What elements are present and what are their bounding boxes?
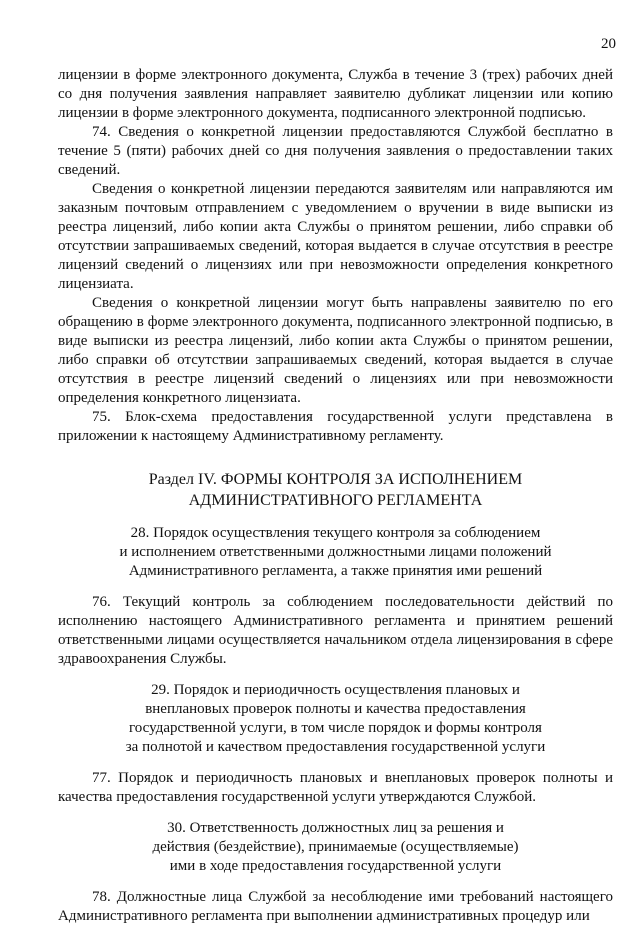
document-body <box>58 66 613 926</box>
paragraph: 75. Блок-схема предоставления государственной услуги представлена в приложении к настоящему Административному регламенту. <box>58 409 613 444</box>
heading-line: действия (бездействие), принимаемые (осуществляемые) <box>152 839 519 855</box>
heading-line: за полнотой и качеством предоставления государственной услуги <box>125 739 546 755</box>
heading-line: государственной услуги, в том числе порядок и формы контроля <box>129 720 542 736</box>
heading-line: Раздел IV. ФОРМЫ КОНТРОЛЯ ЗА ИСПОЛНЕНИЕМ <box>148 471 523 488</box>
paragraph: Сведения о конкретной лицензии могут быть направлены заявителю по его обращению в форме электронного документа, подписанного электронной подписью, в виде выписки из реестра лицензий, либо копии акта Службы о принятом решении, либо справки об отсутствии запрашиваемых сведений, которая выдается в случае отсутствия в реестре лицензий сведений о лицензиях или при невозможности определения конкретного лицензиата. <box>58 295 613 406</box>
paragraph: 77. Порядок и периодичность плановых и внеплановых проверок полноты и качества предоставления государственной услуги утверждаются Службой. <box>58 770 613 805</box>
heading-line: и исполнением ответственными должностными лицами положений <box>119 544 552 560</box>
page-number: 20 <box>601 36 616 52</box>
heading-line: внеплановых проверок полноты и качества предоставления <box>145 701 526 717</box>
heading-line: 28. Порядок осуществления текущего контроля за соблюдением <box>130 525 541 541</box>
paragraph: Сведения о конкретной лицензии передаются заявителям или направляются им заказным почтовым отправлением с уведомлением о вручении в виде выписки из реестра лицензий, либо копии акта Службы о принятом решении, либо справки об отсутствии запрашиваемых сведений, которая выдается в случае отсутствия в реестре лицензий сведений о лицензиях или при невозможности определения конкретного лицензиата. <box>58 181 613 292</box>
paragraph: 74. Сведения о конкретной лицензии предоставляются Службой бесплатно в течение 5 (пяти) рабочих дней со дня получения заявления о предоставлении таких сведений. <box>58 124 613 178</box>
subsection-heading <box>58 681 613 757</box>
paragraph: лицензии в форме электронного документа, Служба в течение 3 (трех) рабочих дней со дня получения заявления направляет заявителю дубликат лицензии или копию лицензии в форме электронного документа, подписанного электронной подписью. <box>58 67 613 121</box>
heading-line: 30. Ответственность должностных лиц за решения и <box>167 820 504 836</box>
paragraph: 78. Должностные лица Службой за несоблюдение ими требований настоящего Административного регламента при выполнении административных процедур или <box>58 889 613 924</box>
subsection-heading <box>58 819 613 876</box>
subsection-heading <box>58 524 613 581</box>
section-heading <box>58 469 613 511</box>
heading-line: ими в ходе предоставления государственной услуги <box>169 858 502 874</box>
heading-line: Административного регламента, а также принятия ими решений <box>128 563 543 579</box>
paragraph: 76. Текущий контроль за соблюдением последовательности действий по исполнению настоящего Административного регламента и принятием решений ответственными лицами осуществляется начальником отдела лицензирования в сфере здравоохранения Службы. <box>58 594 613 667</box>
heading-line: АДМИНИСТРАТИВНОГО РЕГЛАМЕНТА <box>188 492 483 509</box>
heading-line: 29. Порядок и периодичность осуществления плановых и <box>151 682 520 698</box>
